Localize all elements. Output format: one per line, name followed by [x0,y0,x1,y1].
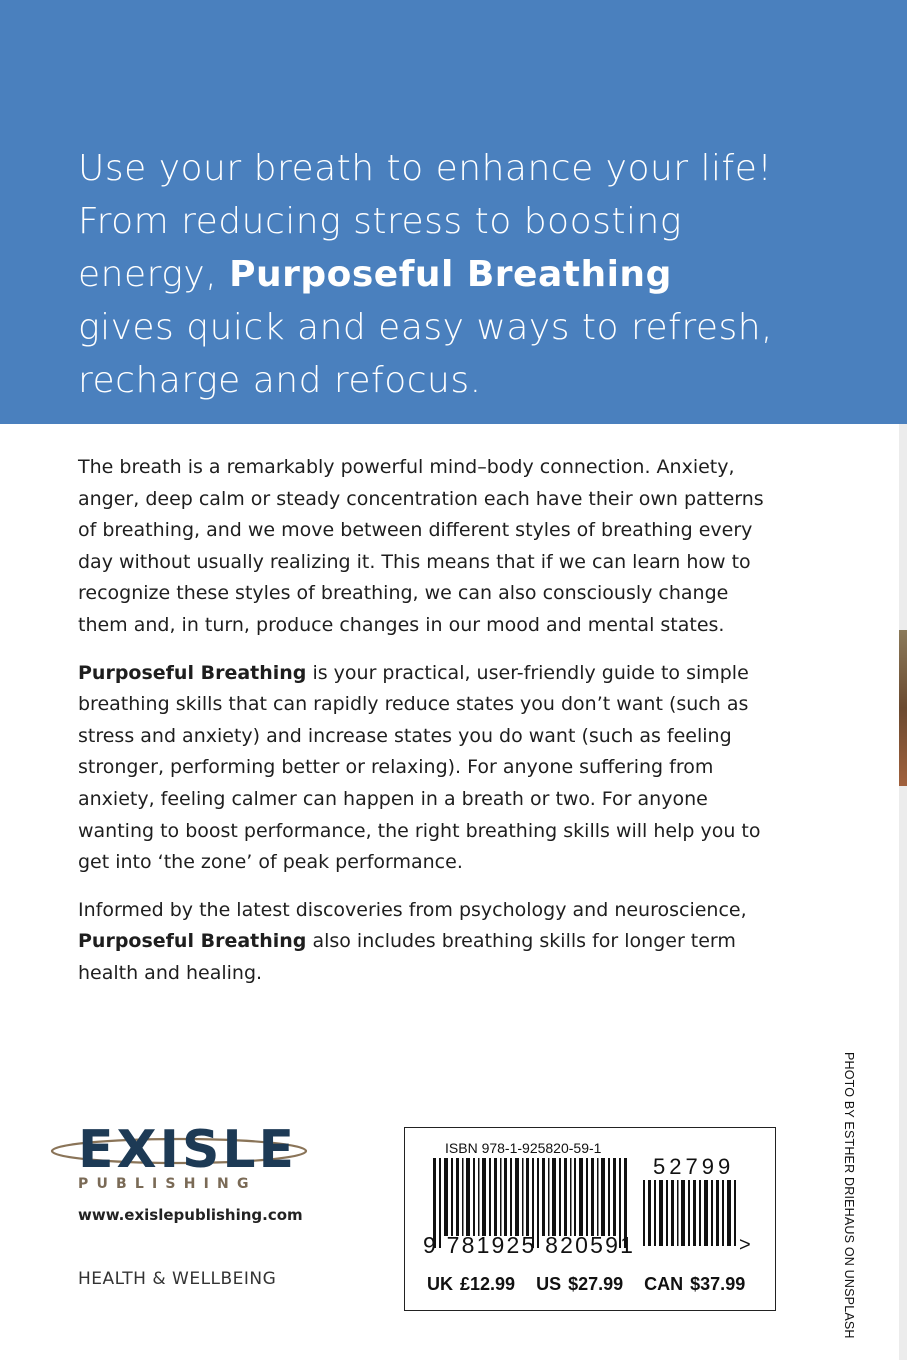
tagline-title: Purposeful Breathing [229,254,672,295]
photo-credit: PHOTO BY ESTHER DRIEHAUS ON UNSPLASH [842,1052,856,1339]
paragraph-1: The breath is a remarkably powerful mind–body connection. Anxiety, anger, deep calm or steady concentration each have their own patterns of breathing, and we move between different styles of breathing every day without usually realizing it. This means that if we can learn how to recognize these styles of breathing, we can also consciously change them and, in turn, produce changes in our mood and mental states. [78,456,764,636]
tagline [78,142,778,407]
publisher-logo [50,1120,310,1200]
price-list [427,1274,759,1295]
publisher-website: www.exislepublishing.com [78,1206,303,1224]
photo-strip [899,630,907,786]
category-label: HEALTH & WELLBEING [78,1269,277,1289]
barcode-number: 9 781925 820591 [423,1232,636,1258]
price-code: 52799 [653,1154,735,1179]
price-can: CAN $37.99 [644,1274,746,1294]
price-uk: UK £12.99 [427,1274,516,1294]
logo-wordmark: EXISLE [78,1120,298,1180]
description [78,452,778,1006]
tagline-part2: gives quick and easy ways to refresh, recharge and refocus. [78,307,773,401]
header-band [0,0,907,424]
barcode-arrow: > [739,1234,751,1256]
paragraph-3-title: Purposeful Breathing [78,930,307,953]
paragraph-3-start: Informed by the latest discoveries from psychology and neuroscience, [78,898,747,921]
paragraph-2-text: is your practical, user-friendly guide to simple breathing skills that can rapidly reduce states you don’t want (such as stress and anxiety) and increase states you do want (such as feeling stronger, performing better or relaxing). For anyone suffering from anxiety, feeling calmer can happen in a breath or two. For anyone wanting to boost performance, the right breathing skills will help you to get into ‘the zone’ of peak performance. [78,661,761,874]
paragraph-2-title: Purposeful Breathing [78,661,307,684]
paragraph-3-text: also includes breathing skills for longer term health and healing. [78,930,736,984]
page-edge [899,424,907,1360]
price-us: US $27.99 [536,1274,624,1294]
paragraph-3 [78,895,778,990]
logo-subtitle: PUBLISHING [78,1176,257,1192]
paragraph-2 [78,658,778,879]
barcode-box [404,1127,776,1311]
isbn-label: ISBN 978-1-925820-59-1 [445,1140,602,1156]
tagline-part1: Use your breath to enhance your life! From reducing stress to boosting energy, [78,148,773,295]
